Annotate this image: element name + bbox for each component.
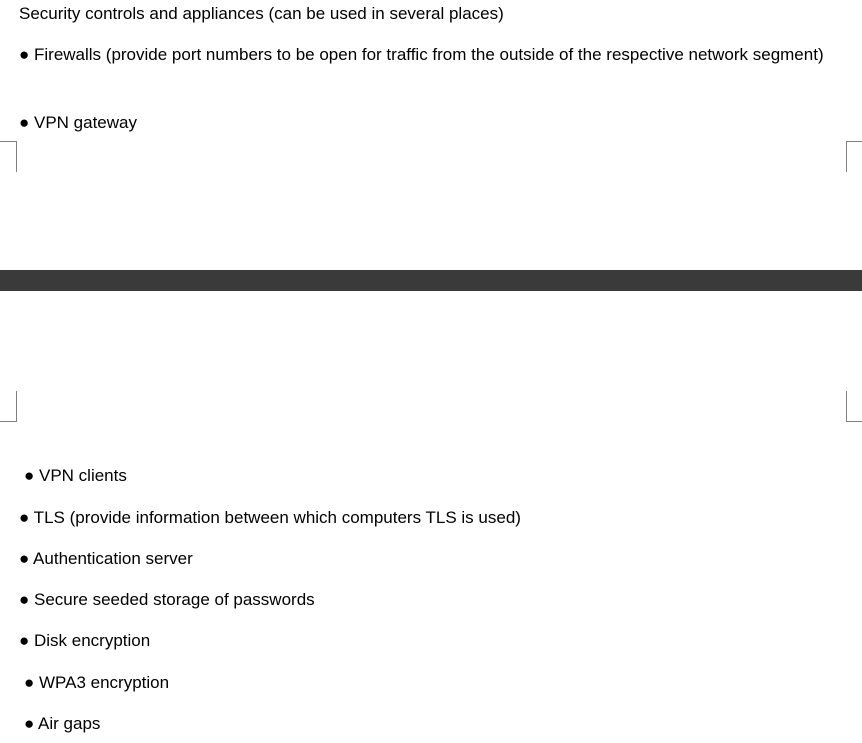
- section-heading: Security controls and appliances (can be used in several places): [19, 4, 504, 23]
- list-item-authentication-server: ● Authentication server: [19, 549, 193, 568]
- margin-mark-top-right: [846, 141, 862, 172]
- page-break-separator: [0, 270, 862, 291]
- list-item-vpn-clients: ● VPN clients: [24, 466, 127, 485]
- margin-mark-bottom-left: [0, 391, 17, 422]
- list-item-firewalls: ● Firewalls (provide port numbers to be open for traffic from the outside of the respective network segment): [19, 45, 824, 64]
- list-item-password-storage: ● Secure seeded storage of passwords: [19, 590, 315, 609]
- list-item-vpn-gateway: ● VPN gateway: [19, 113, 137, 132]
- margin-mark-top-left: [0, 141, 17, 172]
- list-item-air-gaps: ● Air gaps: [24, 714, 101, 733]
- list-item-tls: ● TLS (provide information between which computers TLS is used): [19, 508, 521, 527]
- list-item-wpa3-encryption: ● WPA3 encryption: [24, 673, 170, 692]
- list-item-disk-encryption: ● Disk encryption: [19, 631, 151, 650]
- margin-mark-bottom-right: [846, 391, 862, 422]
